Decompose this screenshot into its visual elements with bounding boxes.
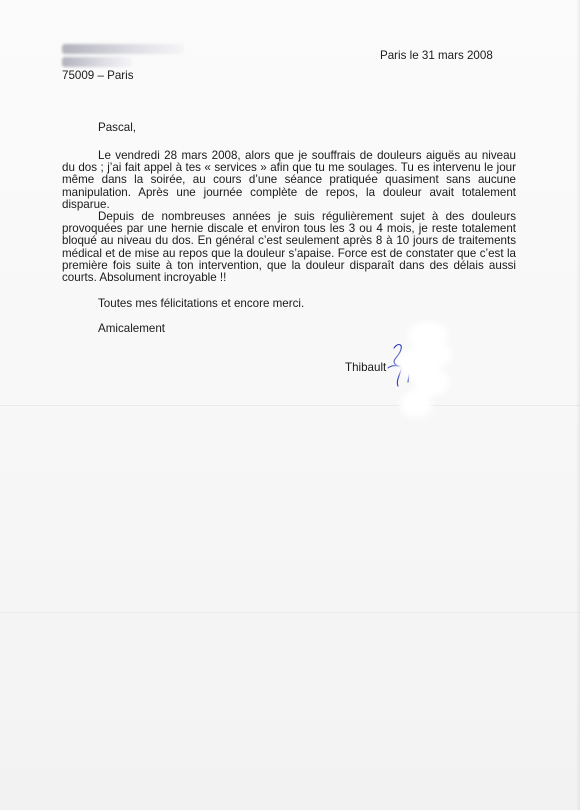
salutation: Pascal, bbox=[98, 121, 137, 134]
redacted-sender-street bbox=[62, 57, 132, 67]
closing-thanks: Toutes mes félicitations et encore merci. bbox=[98, 297, 305, 310]
redacted-sender-name bbox=[62, 44, 184, 54]
sender-address bbox=[62, 44, 222, 82]
closing-regards: Amicalement bbox=[98, 322, 166, 335]
date-line: Paris le 31 mars 2008 bbox=[380, 49, 493, 62]
body-paragraph-2: Depuis de nombreuses années je suis régulièrement sujet à des douleurs provoquées par une hernie discale et environ tous les 3 ou 4 mois, je reste totalement bloqué au niveau du dos. En général c’est seulement après 8 à 10 jours de traitements médical et de mise au repos que la douleur s’apaise. Force est de constater que c’est la première fois suite à ton intervention, que la douleur disparaît dans des délais aussi courts. Absolument incroyable !! bbox=[62, 210, 516, 285]
paper-fold-line bbox=[0, 405, 580, 406]
whiteout-patch-icon bbox=[388, 318, 462, 426]
paper-fold-line bbox=[0, 612, 580, 613]
paper-edge-shadow bbox=[576, 0, 580, 810]
body-paragraph-1: Le vendredi 28 mars 2008, alors que je souffrais de douleurs aiguës au niveau du dos ; j’ai fait appel à tes « services » afin que tu me soulages. Tu es intervenu le jour même dans la soirée, au cours d’une séance pratiquée quasiment sans aucune manipulation. Après une journée complète de repos, la douleur avait totalement disparue. bbox=[62, 149, 516, 211]
signature-name: Thibault bbox=[345, 361, 387, 374]
sender-city-line: 75009 – Paris bbox=[62, 69, 134, 82]
